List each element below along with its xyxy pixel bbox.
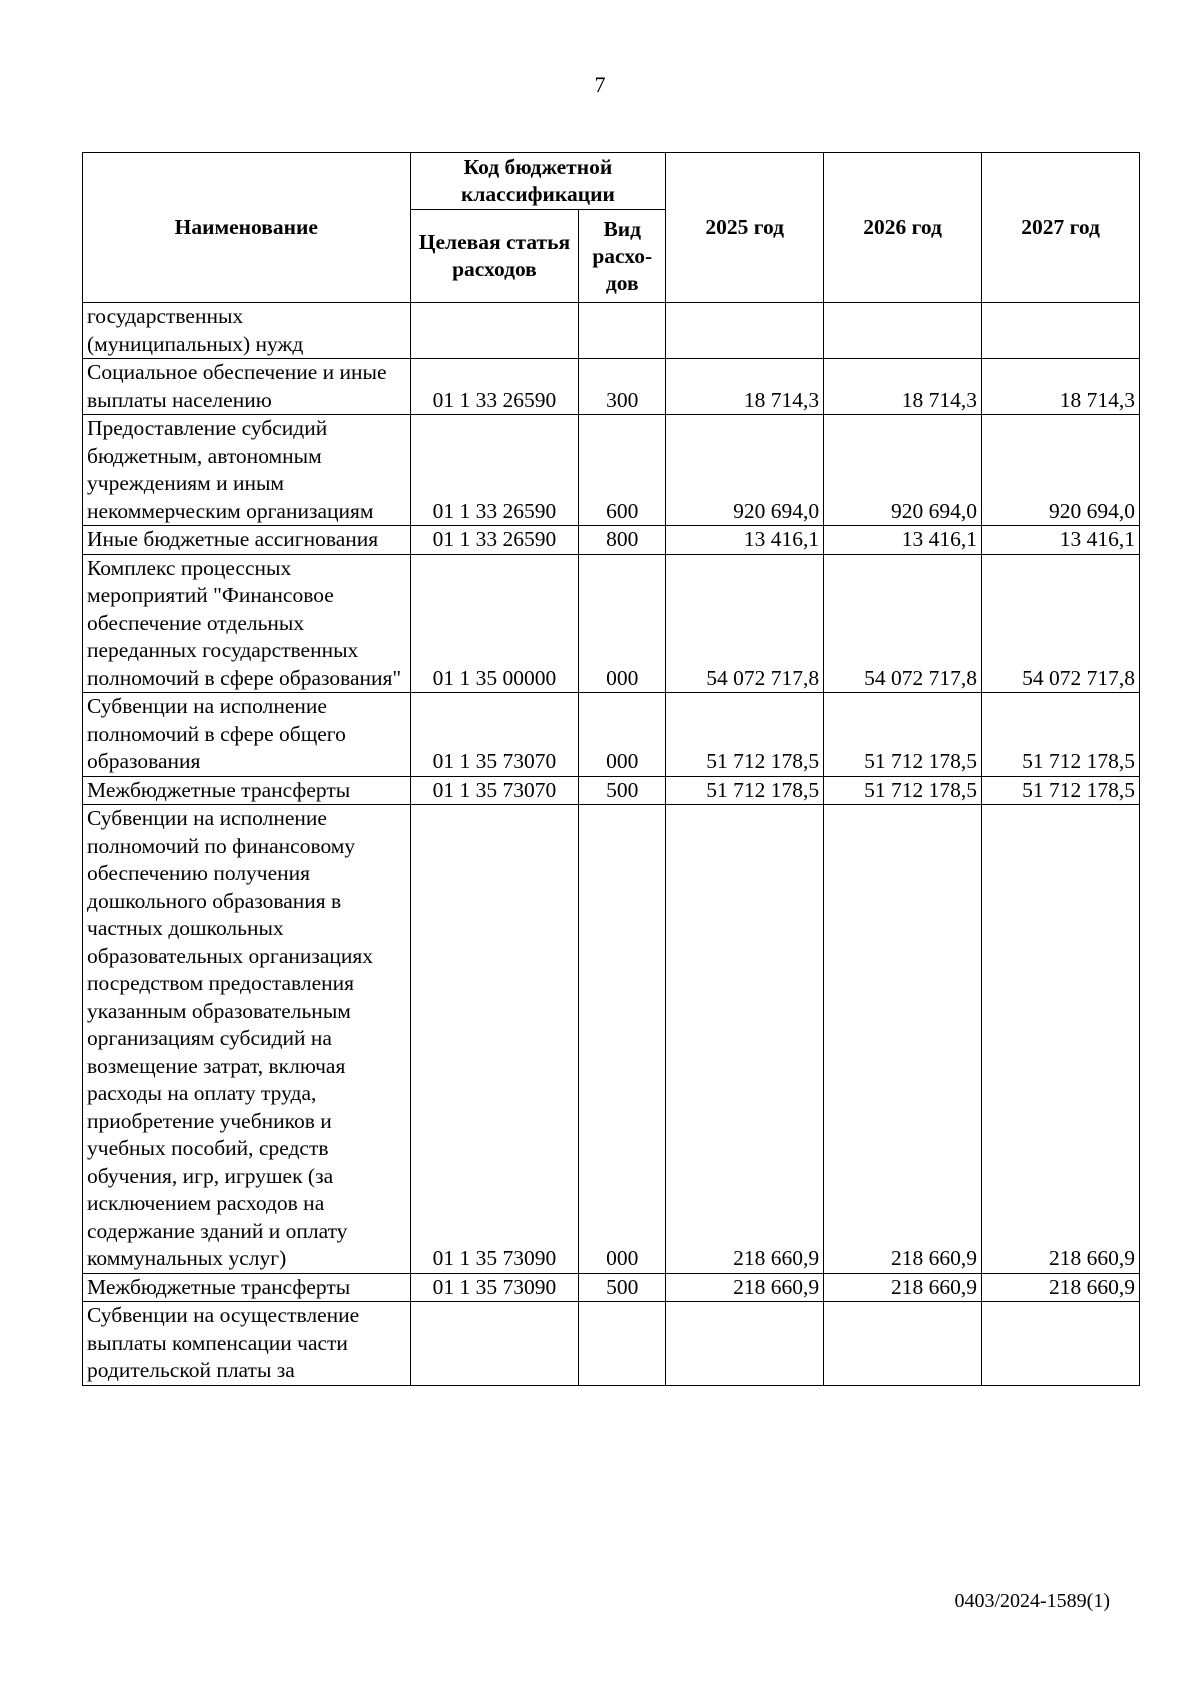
row-target-article: 01 1 33 26590 bbox=[410, 415, 579, 526]
row-value-2026: 218 660,9 bbox=[824, 805, 982, 1274]
row-value-2027 bbox=[982, 1302, 1140, 1386]
document-reference: 0403/2024-1589(1) bbox=[954, 1590, 1110, 1612]
row-value-2027: 218 660,9 bbox=[982, 805, 1140, 1274]
row-value-2027: 218 660,9 bbox=[982, 1273, 1140, 1302]
row-value-2026: 920 694,0 bbox=[824, 415, 982, 526]
row-value-2027: 13 416,1 bbox=[982, 526, 1140, 555]
row-value-2025: 218 660,9 bbox=[666, 1273, 824, 1302]
row-value-2026: 51 712 178,5 bbox=[824, 776, 982, 805]
table-row bbox=[83, 303, 1140, 359]
row-target-article bbox=[410, 303, 579, 359]
row-value-2026: 18 714,3 bbox=[824, 359, 982, 415]
row-expense-kind: 500 bbox=[579, 776, 666, 805]
table-row bbox=[83, 415, 1140, 526]
table-row bbox=[83, 554, 1140, 693]
row-expense-kind: 300 bbox=[579, 359, 666, 415]
row-name: Субвенции на исполнение полномочий по финансовому обеспечению получения дошкольного образования в частных дошкольных образовательных организациях посредством предоставления указанным образовательным организациям субсидий на возмещение затрат, включая расходы на оплату труда, приобретение учебников и учебных пособий, средств обучения, игр, игрушек (за исключением расходов на содержание зданий и оплату коммунальных услуг) bbox=[83, 805, 411, 1274]
row-name: Субвенции на осуществление выплаты компенсации части родительской платы за bbox=[83, 1302, 411, 1386]
row-value-2027: 920 694,0 bbox=[982, 415, 1140, 526]
row-expense-kind: 000 bbox=[579, 693, 666, 777]
row-target-article: 01 1 33 26590 bbox=[410, 359, 579, 415]
header-target-article: Целевая статья расходов bbox=[410, 210, 579, 303]
row-value-2026: 218 660,9 bbox=[824, 1273, 982, 1302]
row-value-2026: 13 416,1 bbox=[824, 526, 982, 555]
row-value-2025: 51 712 178,5 bbox=[666, 776, 824, 805]
row-expense-kind: 600 bbox=[579, 415, 666, 526]
header-year-2026: 2026 год bbox=[824, 153, 982, 303]
budget-table bbox=[82, 152, 1140, 1386]
row-value-2026 bbox=[824, 303, 982, 359]
page-number: 7 bbox=[594, 72, 606, 97]
row-expense-kind: 800 bbox=[579, 526, 666, 555]
row-name: Предоставление субсидий бюджетным, автономным учреждениям и иным некоммерческим организациям bbox=[83, 415, 411, 526]
row-value-2025: 18 714,3 bbox=[666, 359, 824, 415]
row-value-2027: 51 712 178,5 bbox=[982, 776, 1140, 805]
table-row bbox=[83, 776, 1140, 805]
header-name: Наименование bbox=[83, 153, 411, 303]
row-target-article bbox=[410, 1302, 579, 1386]
row-target-article: 01 1 35 00000 bbox=[410, 554, 579, 693]
header-budget-code: Код бюджетной классификации bbox=[410, 153, 666, 210]
row-value-2025: 13 416,1 bbox=[666, 526, 824, 555]
row-name: Межбюджетные трансферты bbox=[83, 1273, 411, 1302]
row-value-2027: 18 714,3 bbox=[982, 359, 1140, 415]
table-row bbox=[83, 805, 1140, 1274]
table-row bbox=[83, 1302, 1140, 1386]
row-value-2025 bbox=[666, 303, 824, 359]
row-target-article: 01 1 35 73090 bbox=[410, 805, 579, 1274]
row-expense-kind: 000 bbox=[579, 554, 666, 693]
row-expense-kind: 500 bbox=[579, 1273, 666, 1302]
row-value-2025: 920 694,0 bbox=[666, 415, 824, 526]
row-value-2027: 54 072 717,8 bbox=[982, 554, 1140, 693]
row-name: Социальное обеспечение и иные выплаты населению bbox=[83, 359, 411, 415]
row-value-2025: 54 072 717,8 bbox=[666, 554, 824, 693]
table-row bbox=[83, 526, 1140, 555]
row-value-2025 bbox=[666, 1302, 824, 1386]
row-value-2026: 51 712 178,5 bbox=[824, 693, 982, 777]
row-expense-kind bbox=[579, 1302, 666, 1386]
row-name: государственных (муниципальных) нужд bbox=[83, 303, 411, 359]
header-year-2025: 2025 год bbox=[666, 153, 824, 303]
row-name: Субвенции на исполнение полномочий в сфере общего образования bbox=[83, 693, 411, 777]
row-value-2027: 51 712 178,5 bbox=[982, 693, 1140, 777]
row-target-article: 01 1 35 73090 bbox=[410, 1273, 579, 1302]
row-value-2026 bbox=[824, 1302, 982, 1386]
table-row bbox=[83, 1273, 1140, 1302]
table-row bbox=[83, 359, 1140, 415]
row-name: Иные бюджетные ассигнования bbox=[83, 526, 411, 555]
table-row bbox=[83, 693, 1140, 777]
row-target-article: 01 1 35 73070 bbox=[410, 693, 579, 777]
row-value-2025: 51 712 178,5 bbox=[666, 693, 824, 777]
row-value-2027 bbox=[982, 303, 1140, 359]
row-name: Комплекс процессных мероприятий "Финансовое обеспечение отдельных переданных государственных полномочий в сфере образования" bbox=[83, 554, 411, 693]
row-target-article: 01 1 33 26590 bbox=[410, 526, 579, 555]
row-value-2025: 218 660,9 bbox=[666, 805, 824, 1274]
header-year-2027: 2027 год bbox=[982, 153, 1140, 303]
row-expense-kind bbox=[579, 303, 666, 359]
row-expense-kind: 000 bbox=[579, 805, 666, 1274]
header-expense-kind: Вид расхо-дов bbox=[579, 210, 666, 303]
row-value-2026: 54 072 717,8 bbox=[824, 554, 982, 693]
row-target-article: 01 1 35 73070 bbox=[410, 776, 579, 805]
row-name: Межбюджетные трансферты bbox=[83, 776, 411, 805]
